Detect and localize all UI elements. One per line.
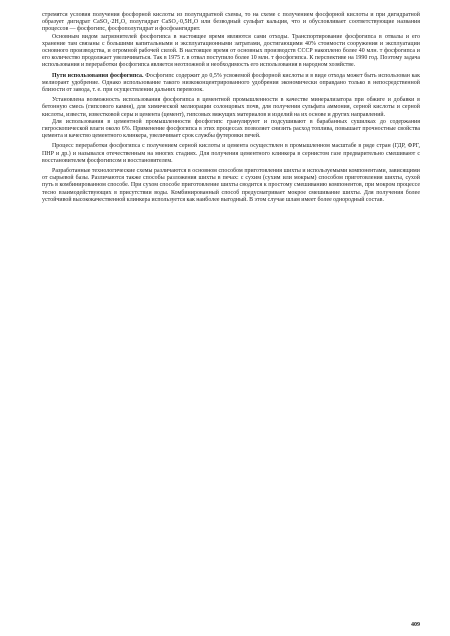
paragraph-p3 bbox=[42, 73, 420, 95]
document-body bbox=[42, 12, 420, 204]
paragraph-text: Фосфогипс содержит до 0,5% усвояемой фосфорной кислоты и в виде отхода может быть использован как мелиорант удобрение. Однако использование такого низкоконцентрированного удобрения экономически оправдано только в непосредственной близости от завода, т. е. при осуществлении дальних перевозок. bbox=[42, 72, 420, 94]
paragraph-text: Процесс переработки фосфогипса с получением серной кислоты и цемента осуществлен в промышленном масштабе в ряде стран (ГДР, ФРГ, ПНР и др.) и назывался отечественным на многих стадиях. Для получения цементного клинкера в сернистом газе предварительно смешивают с восстановителем фосфогипсом и восстановителем. bbox=[42, 143, 420, 164]
paragraph-p7 bbox=[42, 168, 420, 204]
section-heading: Пути использования фосфогипса. bbox=[52, 72, 144, 79]
paragraph-p5 bbox=[42, 119, 420, 141]
paragraph-p6 bbox=[42, 143, 420, 165]
paragraph-p4 bbox=[42, 97, 420, 119]
paragraph-text: Установлена возможность использования фосфогипса в цементной промышленности в качестве минерализатора при обжиге и добавки в бетонную смесь (гипсового камня), для химической мелиорации солонцовых почв, для получения сульфата аммония, серной кислоты и серной кислоты, извести, известковой серы и цемента (цемент), гипсовых вяжущих материалов и изделий на их основе и других направлений. bbox=[42, 97, 420, 118]
paragraph-text: Для использования в цементной промышленности фосфогипс гранулируют и подсушивают в барабанных сушилках до содержания гигроскопической влаги около 6%. Применение фосфогипса в этих процессах позволяет снизить расход топлива, повышает прочностные свойства цемента и качество цементного клинкера, увеличивает срок службы футеровки печей. bbox=[42, 118, 420, 140]
paragraph-text: Разработанные технологические схемы различаются в основном способом приготовления шихты и используемыми компонентами, зависящими от сырьевой базы. Различаются также способы разложения шихты в печах: с сухим (сухим или мокрым) способом приготовления шихты, сухой путь в комбинированном способе. При сухом способе приготовление шихты сводится к простому смешиванию компонентов, при мокром процессе тесно взаимодействующих в присутствии воды. Комбинированный способ предусматривает мокрое смешивание шихты. Для получения более устойчивой высококачественной клинкера используется как наиболее выгодный. В этом случае шлам имеет более однородный состав. bbox=[42, 168, 420, 203]
paragraph-text: Основным видом загрязнителей фосфогипса в настоящее время являются сами отходы. Транспортирование фосфогипса в отвалы и его хранение там связаны с большими капитальными и эксплуатационными затратами, достигающими 40% стоимости сооружения и эксплуатации основного производства, и огромной рабочей силой. В настоящее время от основных производств СССР накоплено более 40 млн. т фосфогипса и его количество продолжает увеличиваться. Так в 1975 г. в отвал поступило более 10 млн. т фосфогипса. К перспективе на 1990 год. Поэтому задача использования и переработки фосфогипса является неотложной и необходимость его использования в народном хозяйстве. bbox=[42, 33, 420, 69]
page-number: 409 bbox=[411, 622, 420, 628]
paragraph-p2 bbox=[42, 34, 420, 70]
paragraph-text: стремятся условия получения фосфорной кислоты из полугидратной схемы, то на схеме с получением фосфорной кислоты и при дигидратной образует дигидрат CaSO₄·2H₂O, полугидрат CaSO₄·0,5H₂O или безводный сульфат кальция, что и обусловливает соответствующие названия процессов — фосфогипс, фосфополугидрат и фосфоангидрит. bbox=[42, 12, 420, 33]
paragraph-p1 bbox=[42, 12, 420, 34]
